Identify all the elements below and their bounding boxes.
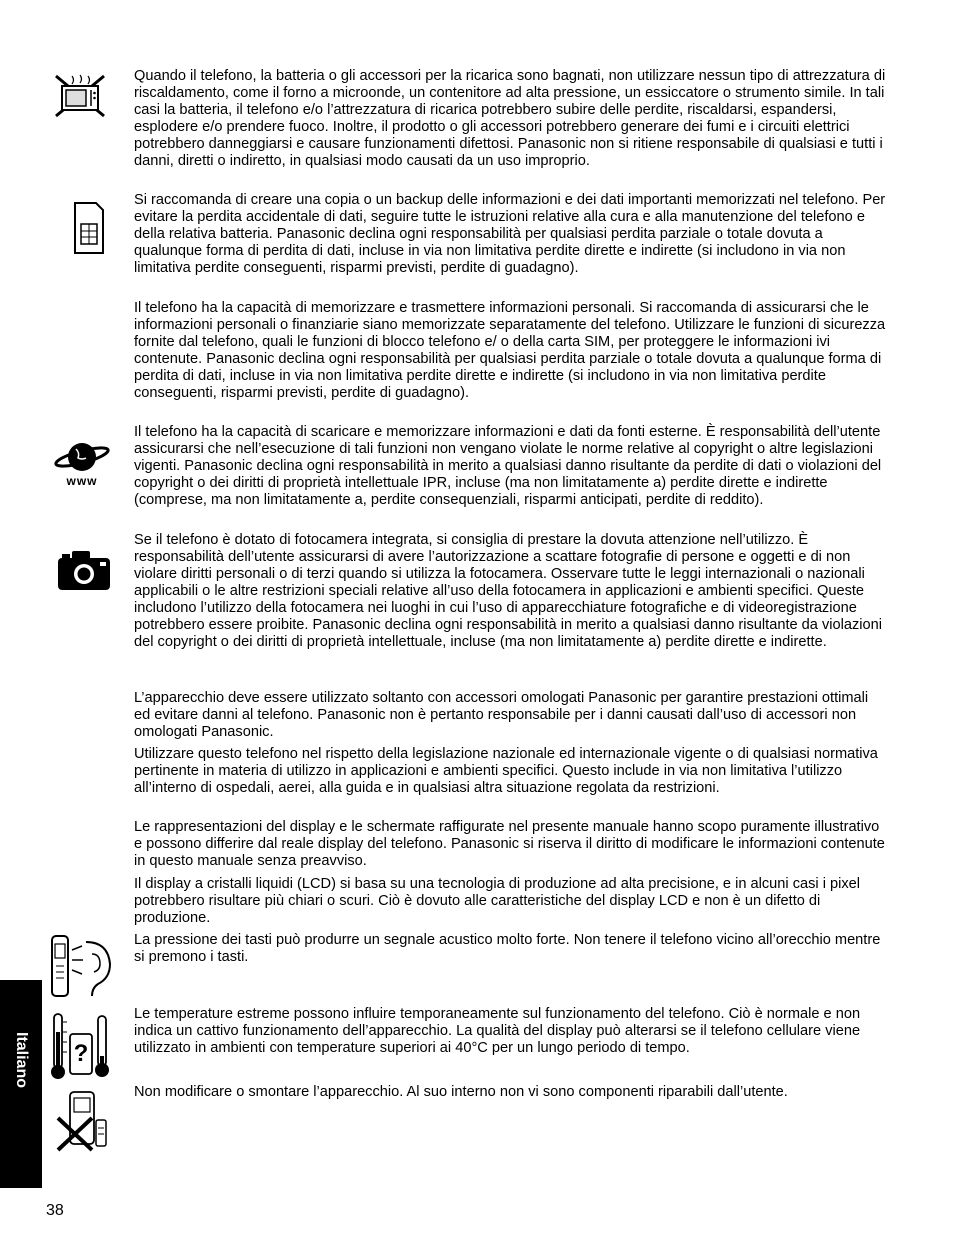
paragraph-temperatures: Le temperature estreme possono influire temporaneamente sul funzionamento del telefono. Ciò è normale e non indica un cattivo funzionamento dell’apparecchio. La qualità del display può alterarsi se il telefono cellulare viene utilizzato in ambienti con temperature superiori ai 40°C per un lungo periodo di tempo.	[134, 1006, 861, 1057]
paragraph-camera: Se il telefono è dotato di fotocamera integrata, si consiglia di prestare la dovuta attenzione nell’utilizzo. È responsabilità dell’utente assicurarsi di avere l’autorizzazione a scattare fotografie di persone e oggetti e di non violare diritti personali o di terzi quando si utilizza la fotocamera. Osservare tutte le leggi internazionali o nazionali applicabili o le altre restrizioni speciali relative all’uso della fotocamera in applicazioni e ambienti specifici. Queste includono l’utilizzo della fotocamera nei luoghi in cui l’uso di apparecchiature fotografiche e di videoregistrazione potrebbero essere proibite. Panasonic declina ogni responsabilità in merito a qualsiasi danno risultante da violazioni del copyright o dei diritti di proprietà intellettuale, incluse (ma non limitatamente a) perdite dirette e indirette.	[134, 532, 882, 651]
www-label: www	[66, 474, 98, 488]
paragraph-no-disassemble: Non modificare o smontare l’apparecchio. Al suo interno non vi sono componenti riparabili dall’utente.	[134, 1084, 788, 1100]
camera-icon	[56, 548, 112, 592]
globe-www-icon	[52, 440, 112, 488]
microwave-warning-icon	[50, 70, 110, 122]
language-side-tab-label: Italiano	[13, 1031, 30, 1089]
paragraph-download: Il telefono ha la capacità di scaricare e memorizzare informazioni e dati da fonti esterne. È responsabilità dell’utente assicurarsi che nell’esecuzione di tali funzioni non vengano violate le norme relative al copyright o altre legislazioni vigenti. Panasonic declina ogni responsabilità in merito a qualsiasi danno risultante da perdite di dati o violazioni del copyright o dei diritti di proprietà intellettuale IPR, incluse (ma non limitatamente a) perdite dirette e indirette (comprese, ma non limitatamente a, perdite consequenziali, risparmi anticipati, perdite di reddito).	[134, 424, 882, 509]
paragraph-lcd: Il display a cristalli liquidi (LCD) si basa su una tecnologia di produzione ad alta precisione, e in alcuni casi i pixel potrebbero risultare più chiari o scuri. Ciò è dovuto alle caratteristiche del display LCD e non è un difetto di produzione.	[134, 876, 861, 927]
paragraph-wet-heating: Quando il telefono, la batteria o gli accessori per la ricarica sono bagnati, non utilizzare nessun tipo di attrezzatura di riscaldamento, come il forno a microonde, un contenitore ad alta pressione, un essiccatore o strumento simile. In tali casi la batteria, il telefono e/o l’attrezzatura di ricarica potrebbero subire delle perdite, riscaldarsi, espandersi, esplodere e/o prendere fuoco. Inoltre, il prodotto o gli accessori potrebbero generare dei fumi e i circuiti elettrici potrebbero danneggiarsi e causare funzionamenti difettosi. Panasonic non si ritiene responsabile di qualsiasi e tutti i danni, diretti o indiretto, in qualsiasi modo causati da un uso improprio.	[134, 68, 886, 170]
paragraph-personal-info: Il telefono ha la capacità di memorizzare e trasmettere informazioni personali. Si raccomanda di assicurarsi che le informazioni personali o finanziarie siano memorizzate separatamente del telefono. Utilizzare le funzioni di sicurezza fornite dal telefono, quali le funzioni di blocco telefono e/ o della carta SIM, per proteggere le informazioni ivi contenute. Panasonic declina ogni responsabilità per qualsiasi perdita parziale o totale dovuta a qualunque forma di perdita di dati, incluse in via non limitativa perdite dirette e indirette (si includono in via non limitativa perdite conseguenti, risparmi previsti, perdite di guadagno).	[134, 300, 886, 402]
sim-card-icon	[72, 200, 106, 256]
paragraph-display-images: Le rappresentazioni del display e le schermate raffigurate nel presente manuale hanno scopo puramente illustrativo e possono differire dal reale display del telefono. Panasonic si riserva il diritto di modificare le informazioni contenute in questo manuale senza preavviso.	[134, 819, 885, 870]
thermometer-icon	[50, 1012, 112, 1082]
no-disassemble-icon	[56, 1090, 110, 1152]
paragraph-accessories: L’apparecchio deve essere utilizzato soltanto con accessori omologati Panasonic per garantire prestazioni ottimali ed evitare danni al telefono. Panasonic non è pertanto responsabile per i danni causati dall’uso di accessori non omologati Panasonic.	[134, 690, 869, 741]
language-side-tab	[0, 980, 42, 1188]
phone-ear-icon	[48, 932, 118, 1002]
thermometer-question-mark: ?	[73, 1040, 89, 1067]
paragraph-legislation: Utilizzare questo telefono nel rispetto della legislazione nazionale ed internazionale vigente o di qualsiasi normativa pertinente in materia di utilizzo in applicazioni e ambienti specifici. Questo include in via non limitativa l’utilizzo all’interno di ospedali, aerei, alla guida e in qualsiasi altra situazione regolata da restrizioni.	[134, 746, 878, 797]
paragraph-backup-data: Si raccomanda di creare una copia o un backup delle informazioni e dei dati importanti memorizzati nel telefono. Per evitare la perdita accidentale di dati, seguire tutte le istruzioni relative alla cura e alla manutenzione del telefono e della relativa batteria. Panasonic declina ogni responsabilità per qualsiasi perdita parziale o totale dovuta a qualunque forma di perdita di dati, incluse in via non limitativa perdite dirette e indirette (si includono in via non limitativa perdite conseguenti, risparmi previsti, perdite di guadagno).	[134, 192, 886, 277]
page-number: 38	[46, 1202, 64, 1219]
paragraph-key-tones: La pressione dei tasti può produrre un segnale acustico molto forte. Non tenere il telefono vicino all’orecchio mentre si premono i tasti.	[134, 932, 881, 966]
